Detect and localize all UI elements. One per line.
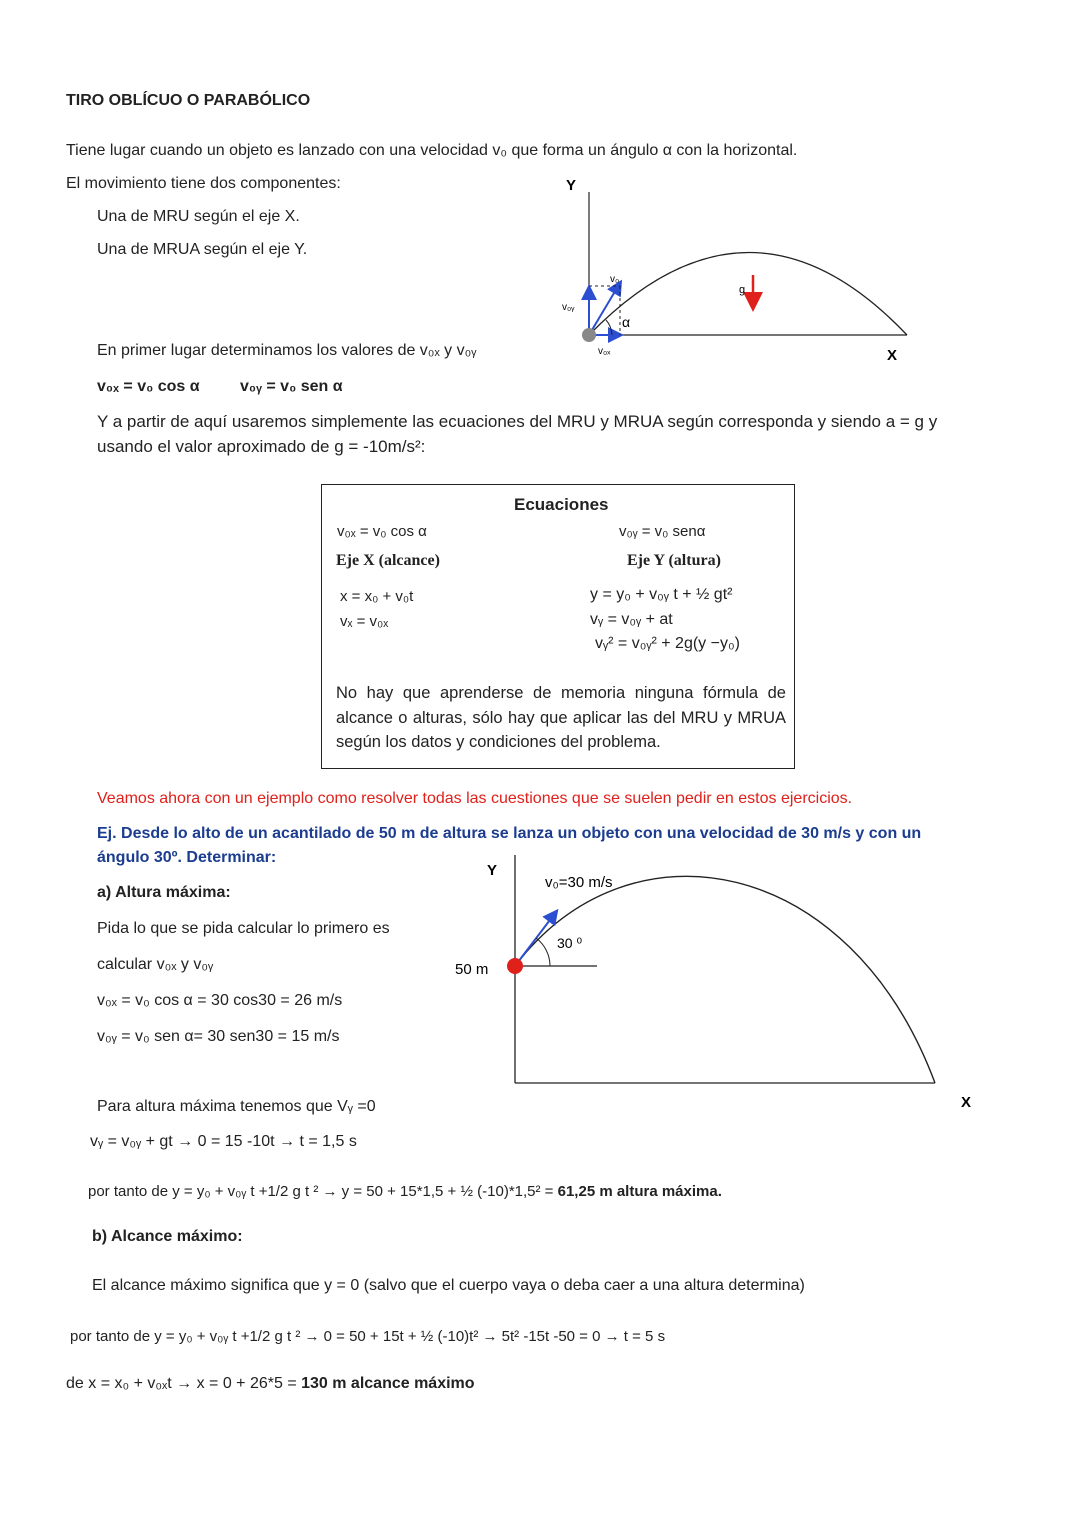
box-vox: v₀ₓ = v₀ cos α: [337, 523, 427, 540]
vox-formula: v₀ₓ = v₀ cos α: [97, 378, 200, 395]
intro-line-2: El movimiento tiene dos componentes:: [66, 175, 341, 192]
paragraph-line-2: usando el valor aproximado de g = -10m/s²:: [97, 437, 426, 456]
vox-label: v₀ₓ: [598, 346, 611, 357]
v0-vector-2: [515, 912, 556, 966]
y-equation-3: vᵧ² = v₀ᵧ² + 2g(y −y₀): [595, 635, 740, 652]
launch-point-2: [507, 958, 523, 974]
max-height-calc: por tanto de y = y₀ + v₀ᵧ t +1/2 g t ² → y = 50 + 15*1,5 + ½ (-10)*1,5² =: [88, 1183, 558, 1200]
part-b-text: El alcance máximo significa que y = 0 (salvo que el cuerpo vaya o deba caer a una altura determina): [92, 1277, 805, 1294]
part-a-text-2: calcular v₀ₓ y v₀ᵧ: [97, 956, 214, 973]
time-equation: vᵧ = v₀ᵧ + gt → 0 = 15 -10t → t = 1,5 s: [90, 1133, 357, 1150]
v0-label: v₀: [610, 274, 620, 285]
projectile-diagram: [540, 170, 920, 370]
eje-y-heading: Eje Y (altura): [627, 552, 721, 569]
example-statement-line-2: ángulo 30º. Determinar:: [97, 849, 277, 866]
box-voy: v₀ᵧ = v₀ senα: [619, 523, 706, 540]
range-time-equation: por tanto de y = y₀ + v₀ᵧ t +1/2 g t ² → 0 = 50 + 15t + ½ (-10)t² → 5t² -15t -50 = 0 → t = 5 s: [70, 1328, 666, 1345]
x-equation-2: vₓ = v₀ₓ: [340, 613, 389, 630]
component-mrua: Una de MRUA según el eje Y.: [97, 241, 308, 258]
memorize-note: No hay que aprenderse de memoria ninguna fórmula de alcance o alturas, sólo hay que aplicar las del MRU y MRUA según los datos y condiciones del problema.: [336, 684, 786, 751]
equations-title: Ecuaciones: [514, 495, 609, 514]
part-b-heading: b) Alcance máximo:: [92, 1228, 243, 1245]
y-equation-1: y = y₀ + v₀ᵧ t + ½ gt²: [590, 586, 733, 603]
x-equation-1: x = x₀ + v₀t: [340, 588, 414, 605]
y-equation-2: vᵧ = v₀ᵧ + at: [590, 611, 673, 628]
voy-formula: v₀ᵧ = v₀ sen α: [240, 378, 343, 395]
alpha-arc: [606, 320, 612, 335]
voy-label: v₀ᵧ: [562, 302, 575, 313]
part-a-vox: v₀ₓ = v₀ cos α = 30 cos30 = 26 m/s: [97, 992, 343, 1009]
max-height-condition: Para altura máxima tenemos que Vᵧ =0: [97, 1098, 376, 1115]
intro-line-1: Tiene lugar cuando un objeto es lanzado con una velocidad v₀ que forma un ángulo α con la horizontal.: [66, 142, 798, 159]
component-mru: Una de MRU según el eje X.: [97, 208, 300, 225]
example-intro: Veamos ahora con un ejemplo como resolver todas las cuestiones que se suelen pedir en estos ejercicios.: [97, 790, 853, 807]
paragraph-line-1: Y a partir de aquí usaremos simplemente las ecuaciones del MRU y MRUA según corresponda y siendo a = g y: [97, 412, 938, 431]
trajectory: [589, 253, 907, 336]
example-statement-line-1: Ej. Desde lo alto de un acantilado de 50 m de altura se lanza un objeto con una velocidad de 30 m/s y con un: [97, 825, 922, 842]
max-height-value: 61,25 m altura máxima.: [557, 1183, 722, 1200]
page-title: TIRO OBLÍCUO O PARABÓLICO: [66, 92, 311, 109]
cliff-diagram: [450, 855, 980, 1115]
height-label: 50 m: [455, 961, 489, 978]
alpha-label: α: [622, 314, 631, 330]
part-a-voy: v₀ᵧ = v₀ sen α= 30 sen30 = 15 m/s: [97, 1028, 340, 1045]
max-height-result: [88, 1183, 722, 1200]
eje-x-heading: Eje X (alcance): [336, 552, 440, 569]
max-range-calc: de x = x₀ + v₀ₓt → x = 0 + 26*5 =: [66, 1375, 302, 1392]
v0-vector: [589, 283, 620, 335]
launch-point: [582, 328, 596, 342]
angle-arc: [536, 938, 550, 966]
max-range-result: [66, 1375, 475, 1393]
first-step-text: En primer lugar determinamos los valores de v₀ₓ y v₀ᵧ: [97, 342, 477, 359]
y-axis-label: Y: [566, 177, 577, 194]
max-range-value: 130 m alcance máximo: [301, 1375, 475, 1392]
g-label: g: [739, 284, 746, 296]
y-axis-label-2: Y: [487, 862, 498, 879]
v0-label-2: v₀=30 m/s: [545, 874, 613, 891]
part-a-heading: a) Altura máxima:: [97, 884, 231, 901]
x-axis-label-2: X: [961, 1094, 972, 1111]
part-a-text-1: Pida lo que se pida calcular lo primero es: [97, 920, 390, 937]
x-axis-label: X: [887, 347, 898, 364]
trajectory-2: [515, 876, 935, 1083]
angle-label: 30 ⁰: [557, 935, 583, 951]
